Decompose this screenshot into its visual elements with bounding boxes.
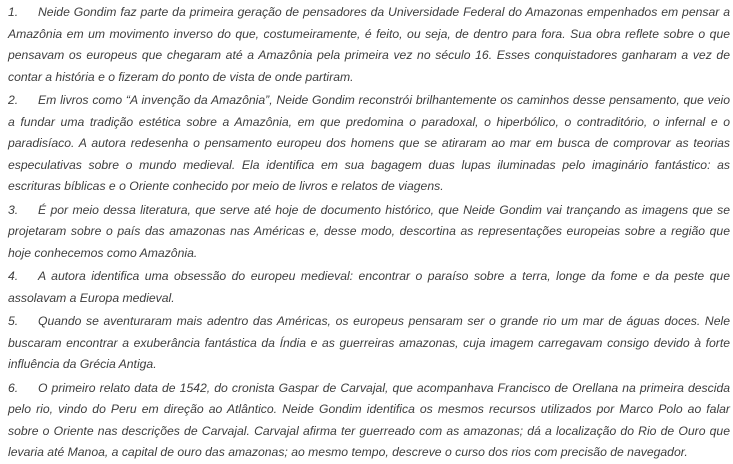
paragraph-5-number: 5. <box>8 314 19 328</box>
paragraph-5-text: Quando se aventuraram mais adentro das Américas, os europeus pensaram ser o grande rio um mar de águas doces. Nele buscaram encontrar a exuberância fantástica da Índia e as guerreiras amazonas, cuja imagem carregavam consigo devido à forte influência da Grécia Antiga. <box>8 314 730 371</box>
paragraph-2-text: Em livros como “A invenção da Amazônia”, Neide Gondim reconstrói brilhantemente os caminhos desse pensamento, que veio a fundar uma tradição estética sobre a Amazônia, em que predomina o paradoxal, o hiperbólico, o contraditório, o infernal e o paradisíaco. A autora redesenha o pensamento europeu dos homens que se atiraram ao mar em busca de comprovar as teorias especulativas sobre o mundo medieval. Ela identifica em sua bagagem duas lupas iluminadas pelo imaginário fantástico: as escrituras bíblicas e o Oriente conhecido por meio de livros e relatos de viagens. <box>8 93 730 193</box>
paragraph-6 <box>8 378 730 464</box>
paragraph-3-number: 3. <box>8 202 19 217</box>
paragraph-5 <box>8 311 730 376</box>
paragraph-4 <box>8 266 730 309</box>
paragraph-2 <box>8 90 730 198</box>
paragraph-4-number: 4. <box>8 269 19 283</box>
paragraph-1-text: Neide Gondim faz parte da primeira geração de pensadores da Universidade Federal do Amazonas empenhados em pensar a Amazônia em um movimento inverso do que, costumeiramente, é feito, ou seja, de dentro para fora. Sua obra reflete sobre o que pensavam os europeus que chegaram até a Amazônia pela primeira vez no século 16. Esses conquistadores ganharam a vez de contar a história e o fizeram do ponto de vista de onde partiram. <box>8 5 730 84</box>
paragraph-6-text: O primeiro relato data de 1542, do cronista Gaspar de Carvajal, que acompanhava Francisco de Orellana na primeira descida pelo rio, vindo do Peru em direção ao Atlântico. Neide Gondim identifica os mesmos recursos utilizados por Marco Polo ao falar sobre o Oriente nas descrições de Carvajal. Carvajal afirma ter guerreado com as amazonas; dá a localização do Rio de Ouro que levaria até Manoa, a capital de ouro das amazonas; ao mesmo tempo, descreve o curso dos rios com precisão de navegador. <box>8 380 730 459</box>
paragraph-4-text: A autora identifica uma obsessão do europeu medieval: encontrar o paraíso sobre a terra, longe da fome e da peste que assolavam a Europa medieval. <box>8 269 730 305</box>
paragraph-1 <box>8 2 730 88</box>
paragraph-3 <box>8 200 730 265</box>
paragraph-2-number: 2. <box>8 93 19 107</box>
paragraph-1-number: 1. <box>8 5 19 19</box>
paragraph-3-text: É por meio dessa literatura, que serve até hoje de documento histórico, que Neide Gondim vai trançando as imagens que se projetaram sobre o país das amazonas nas Américas e, desse modo, descortina as representações europeias sobre a região que hoje conhecemos como Amazônia. <box>8 202 730 260</box>
paragraph-6-number: 6. <box>8 380 19 395</box>
